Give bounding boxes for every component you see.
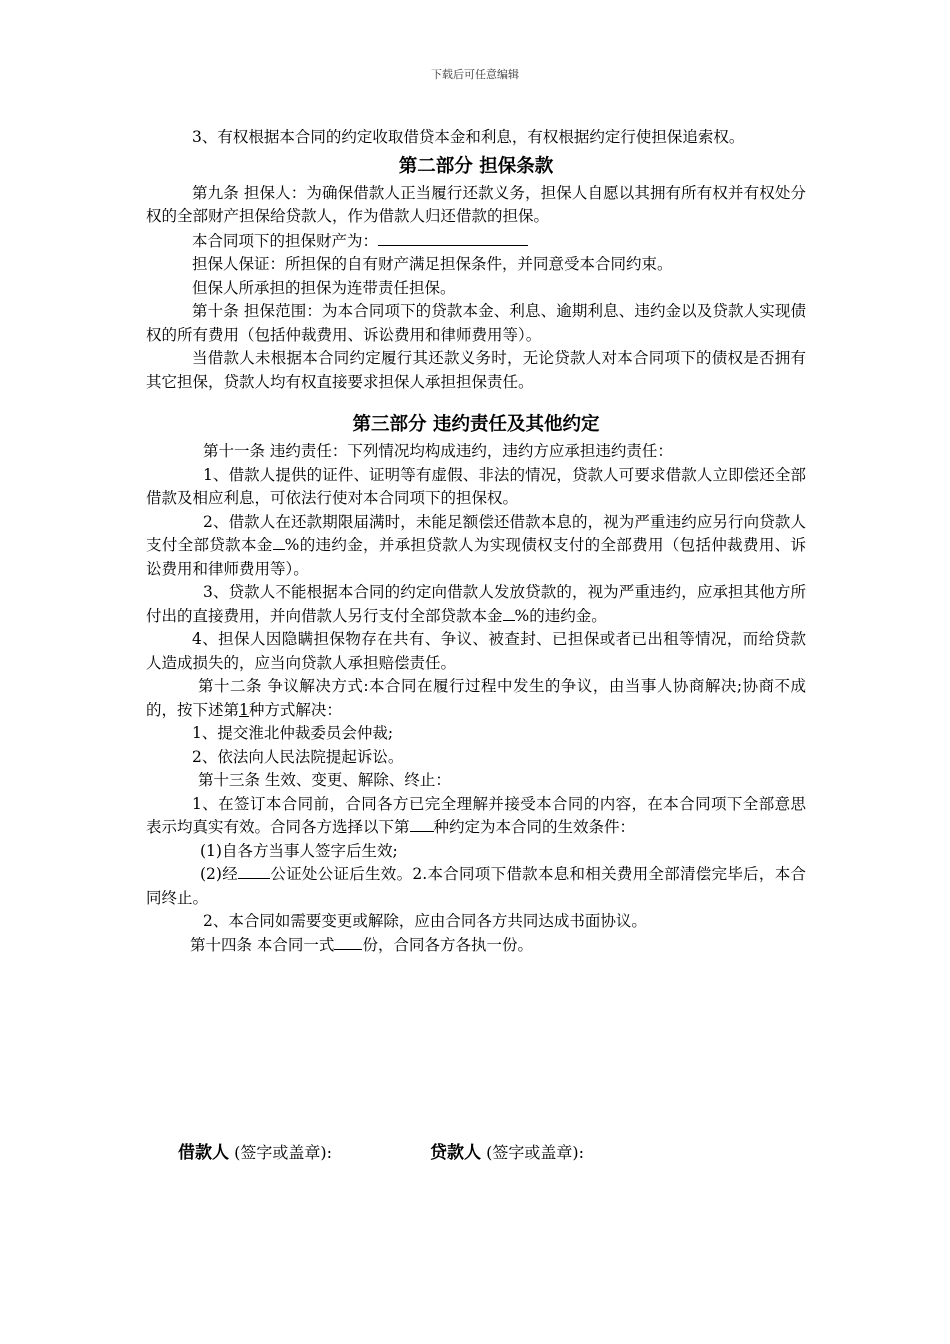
article-13-option-2 bbox=[146, 863, 806, 910]
lender-signature-note: (签字或盖章): bbox=[481, 1143, 584, 1162]
article-11-item-3-text-b: %的违约金。 bbox=[514, 606, 607, 625]
article-11-item-1: 1、借款人提供的证件、证明等有虚假、非法的情况，贷款人可要求借款人立即偿还全部借款及相应利息，可依法行使对本合同项下的担保权。 bbox=[146, 465, 806, 507]
article-12-text-b: 种方式解决： bbox=[248, 700, 342, 719]
article-10: 第十条 担保范围：为本合同项下的贷款本金、利息、逾期利息、违约金以及贷款人实现债权的所有费用（包括仲裁费用、诉讼费用和律师费用等）。 bbox=[146, 302, 806, 344]
dispute-method-choice: 1 bbox=[239, 700, 249, 719]
effective-condition-blank bbox=[410, 817, 434, 832]
article-14-text-b: 份，合同各方各执一份。 bbox=[362, 935, 533, 954]
article-12-option-1: 1、提交淮北仲裁委员会仲裁; bbox=[192, 724, 394, 742]
penalty-rate-blank-1 bbox=[273, 535, 285, 550]
article-9: 第九条 担保人：为确保借款人正当履行还款义务，担保人自愿以其拥有所有权并有权处分权的全部财产担保给贷款人，作为借款人归还借款的担保。 bbox=[146, 183, 806, 225]
copies-count-blank bbox=[334, 935, 362, 950]
guarantee-property-blank bbox=[378, 229, 528, 246]
lender-label: 贷款人 bbox=[430, 1143, 481, 1163]
article-14-text-a: 第十四条 本合同一式 bbox=[190, 935, 335, 954]
borrower-signature-note: (签字或盖章): bbox=[229, 1143, 332, 1162]
article-13-item-1-text-a: 1、在签订本合同前，合同各方已完全理解并接受本合同的内容，在本合同项下全部意思表示均真实有效。合同各方选择以下第 bbox=[146, 794, 806, 836]
article-12 bbox=[146, 675, 806, 722]
joint-liability: 但保人所承担的担保为连带责任担保。 bbox=[192, 278, 456, 297]
article-13-option-2-text-a: (2)经 bbox=[200, 865, 239, 883]
article-13-item-1-text-b: 种约定为本合同的生效条件： bbox=[433, 818, 636, 836]
guarantee-property-label: 本合同项下的担保财产为： bbox=[192, 231, 379, 250]
article-11-item-2 bbox=[146, 511, 806, 582]
notary-office-blank bbox=[238, 864, 270, 879]
article-11-item-3 bbox=[146, 581, 806, 628]
penalty-rate-blank-2 bbox=[503, 606, 515, 621]
article-11-item-4: 4、担保人因隐瞒担保物存在共有、争议、被查封、已担保或者已出租等情况，而给贷款人造成损失的，应当向贷款人承担赔偿责任。 bbox=[146, 630, 806, 672]
article-13-option-1: (1)自各方当事人签字后生效; bbox=[200, 841, 398, 860]
article-11-item-3-text-a: 3、贷款人不能根据本合同的约定向借款人发放贷款的，视为严重违约，应承担其他方所付出的直接费用，并向借款人另行支付全部贷款本金 bbox=[146, 583, 806, 625]
article-12-text-a: 第十二条 争议解决方式:本合同在履行过程中发生的争议，由当事人协商解决;协商不成的，按下述第 bbox=[146, 677, 806, 719]
article-14 bbox=[146, 934, 806, 958]
article-13: 第十三条 生效、变更、解除、终止： bbox=[198, 771, 451, 789]
header-note: 下载后可任意编辑 bbox=[431, 68, 519, 81]
part2-title: 第二部分 担保条款 bbox=[398, 155, 554, 177]
article-13-item-1 bbox=[146, 793, 806, 840]
guarantee-property-line bbox=[146, 229, 806, 254]
borrower-label: 借款人 bbox=[178, 1143, 229, 1163]
part3-title: 第三部分 违约责任及其他约定 bbox=[352, 414, 600, 435]
article-13-option-2-text-b: 公证处公证后生效。2.本合同项下借款本息和相关费用全部清偿完毕后，本合同终止。 bbox=[146, 865, 806, 907]
article-11: 第十一条 违约责任：下列情况均构成违约，违约方应承担违约责任： bbox=[203, 442, 673, 460]
article-10-supplement: 当借款人未根据本合同约定履行其还款义务时，无论贷款人对本合同项下的债权是否拥有其它担保，贷款人均有权直接要求担保人承担担保责任。 bbox=[146, 349, 806, 391]
clause-3-rights: 3、有权根据本合同的约定收取借贷本金和利息，有权根据约定行使担保追索权。 bbox=[192, 128, 745, 146]
lender-signature bbox=[430, 1138, 584, 1163]
article-11-item-2-text-a: 2、借款人在还款期限届满时，未能足额偿还借款本息的，视为严重违约应另行向贷款人支付全部贷款本金 bbox=[146, 512, 806, 554]
article-12-option-2: 2、依法向人民法院提起诉讼。 bbox=[192, 747, 404, 766]
borrower-signature bbox=[178, 1138, 332, 1163]
article-13-item-2: 2、本合同如需要变更或解除，应由合同各方共同达成书面协议。 bbox=[203, 912, 647, 930]
contract-body bbox=[146, 126, 806, 957]
article-11-item-2-text-b: %的违约金，并承担贷款人为实现债权支付的全部费用（包括仲裁费用、诉讼费用和律师费用等）。 bbox=[146, 536, 806, 578]
guarantor-pledge: 担保人保证：所担保的自有财产满足担保条件，并同意受本合同约束。 bbox=[192, 255, 673, 273]
